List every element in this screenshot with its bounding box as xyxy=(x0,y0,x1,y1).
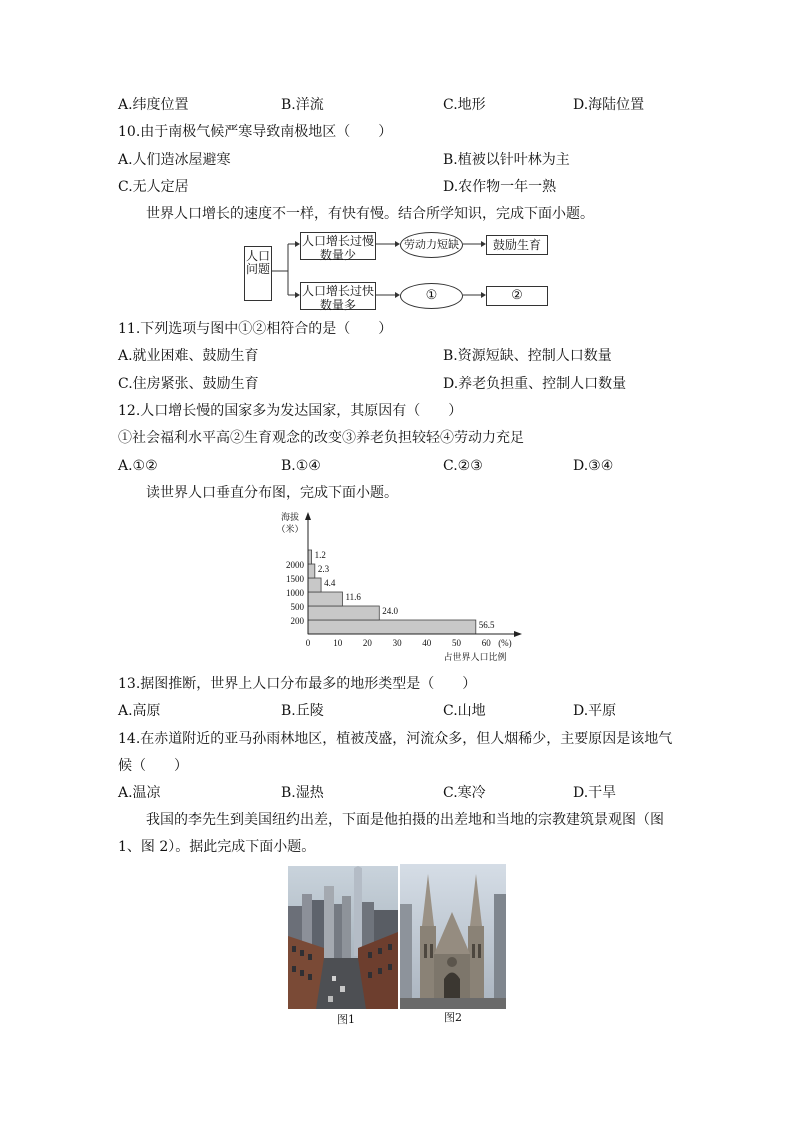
q14-stem-line1: 14.在赤道附近的亚马孙雨林地区，植被茂盛，河流众多，但人烟稀少，主要原因是该地气 xyxy=(118,731,673,747)
q14-option-d: D.干旱 xyxy=(573,785,617,801)
q13-option-c: C.山地 xyxy=(443,703,486,719)
q9-option-b: B.洋流 xyxy=(281,97,324,113)
q11-stem: 11.下列选项与图中①②相符合的是（ ） xyxy=(118,321,393,337)
q12-option-b: B.①④ xyxy=(281,458,321,474)
q11-option-b: B.资源短缺、控制人口数量 xyxy=(443,348,612,364)
chart-value-label: 4.4 xyxy=(324,578,336,588)
figure2-cathedral-photo xyxy=(400,864,506,1009)
chart-x-tick-label: 10 xyxy=(333,638,343,648)
chart-bar xyxy=(308,620,476,634)
chart-value-label: 1.2 xyxy=(314,550,326,560)
chart-x-unit: (%) xyxy=(498,638,512,648)
q14-option-a: A.温凉 xyxy=(118,785,161,801)
intro-population-growth: 世界人口增长的速度不一样，有快有慢。结合所学知识，完成下面小题。 xyxy=(146,206,594,222)
q13-option-b: B.丘陵 xyxy=(281,703,324,719)
figure1-caption: 图1 xyxy=(337,1013,355,1026)
diagram-top-box-line2: 数量少 xyxy=(319,248,356,262)
chart-y-axis-title: 海拔 xyxy=(280,512,300,522)
chart-y-axis-arrow xyxy=(305,512,311,520)
q9-option-d: D.海陆位置 xyxy=(573,97,645,113)
figure2-caption: 图2 xyxy=(444,1011,462,1024)
cathedral-illustration xyxy=(400,864,506,1009)
chart-y-tick-label: 2000 xyxy=(286,560,304,570)
q13-option-d: D.平原 xyxy=(573,703,617,719)
figure1-city-photo xyxy=(288,866,398,1009)
q11-option-c: C.住房紧张、鼓励生育 xyxy=(118,376,259,392)
population-diagram xyxy=(240,228,560,312)
q12-option-c: C.②③ xyxy=(443,458,483,474)
chart-x-axis-title: 占世界人口比例 xyxy=(443,652,507,662)
city-street-illustration xyxy=(288,866,398,1009)
chart-value-label: 56.5 xyxy=(478,620,495,630)
intro-vertical-distribution: 读世界人口垂直分布图，完成下面小题。 xyxy=(146,485,398,501)
chart-bar xyxy=(308,564,315,578)
q14-option-b: B.湿热 xyxy=(281,785,324,801)
chart-bar xyxy=(308,550,312,564)
intro-newyork-line2: 1、图 2）。据此完成下面小题。 xyxy=(118,839,316,855)
chart-y-axis-unit: （米） xyxy=(276,524,304,534)
chart-x-tick-label: 50 xyxy=(452,638,461,648)
q10-option-a: A.人们造冰屋避寒 xyxy=(118,152,231,168)
q12-option-d: D.③④ xyxy=(573,458,614,474)
chart-value-label: 24.0 xyxy=(382,606,399,616)
diagram-top-result: 鼓励生育 xyxy=(486,235,548,255)
q13-stem: 13.据图推断，世界上人口分布最多的地形类型是（ ） xyxy=(118,676,477,692)
chart-bar xyxy=(308,592,342,606)
chart-value-label: 11.6 xyxy=(345,592,361,602)
q12-items: ①社会福利水平高②生育观念的改变③养老负担较轻④劳动力充足 xyxy=(118,430,524,446)
q10-option-d: D.农作物一年一熟 xyxy=(443,179,557,195)
q14-stem-line2: 候（ ） xyxy=(118,758,188,774)
chart-y-tick-label: 200 xyxy=(290,616,304,626)
diagram-bottom-box xyxy=(300,282,376,310)
diagram-bottom-box-line1: 人口增长过快 xyxy=(301,284,374,298)
chart-x-tick-label: 20 xyxy=(362,638,372,648)
chart-bar xyxy=(308,578,321,592)
chart-y-tick-label: 1500 xyxy=(286,574,304,584)
chart-y-tick-label: 1000 xyxy=(286,588,304,598)
q11-option-d: D.养老负担重、控制人口数量 xyxy=(443,376,627,392)
chart-bar xyxy=(308,606,379,620)
diagram-bottom-oval: ① xyxy=(400,283,463,309)
diagram-bottom-box-line2: 数量多 xyxy=(319,298,356,312)
q10-stem: 10.由于南极气候严寒导致南极地区（ ） xyxy=(118,124,393,140)
q9-option-a: A.纬度位置 xyxy=(118,97,189,113)
diagram-top-box-line1: 人口增长过慢 xyxy=(301,234,374,248)
q9-option-c: C.地形 xyxy=(443,97,486,113)
chart-x-tick-label: 0 xyxy=(305,638,311,648)
diagram-bottom-result: ② xyxy=(486,286,548,306)
q11-option-a: A.就业困难、鼓励生育 xyxy=(118,348,259,364)
diagram-top-box xyxy=(300,232,376,260)
diagram-root-box: 人口问题 xyxy=(244,246,272,301)
chart-x-tick-label: 40 xyxy=(422,638,432,648)
population-altitude-chart xyxy=(270,508,530,668)
q10-option-c: C.无人定居 xyxy=(118,179,189,195)
q14-option-c: C.寒冷 xyxy=(443,785,486,801)
q13-option-a: A.高原 xyxy=(118,703,161,719)
chart-x-tick-label: 60 xyxy=(481,638,491,648)
chart-x-axis-arrow xyxy=(514,631,522,637)
q12-option-a: A.①② xyxy=(118,458,158,474)
intro-newyork-line1: 我国的李先生到美国纽约出差，下面是他拍摄的出差地和当地的宗教建筑景观图（图 xyxy=(146,812,664,828)
chart-x-tick-label: 30 xyxy=(392,638,402,648)
q10-option-b: B.植被以针叶林为主 xyxy=(443,152,570,168)
chart-y-tick-label: 500 xyxy=(290,602,304,612)
q12-stem: 12.人口增长慢的国家多为发达国家，其原因有（ ） xyxy=(118,403,463,419)
diagram-top-oval: 劳动力短缺 xyxy=(400,232,463,258)
chart-value-label: 2.3 xyxy=(317,564,330,574)
